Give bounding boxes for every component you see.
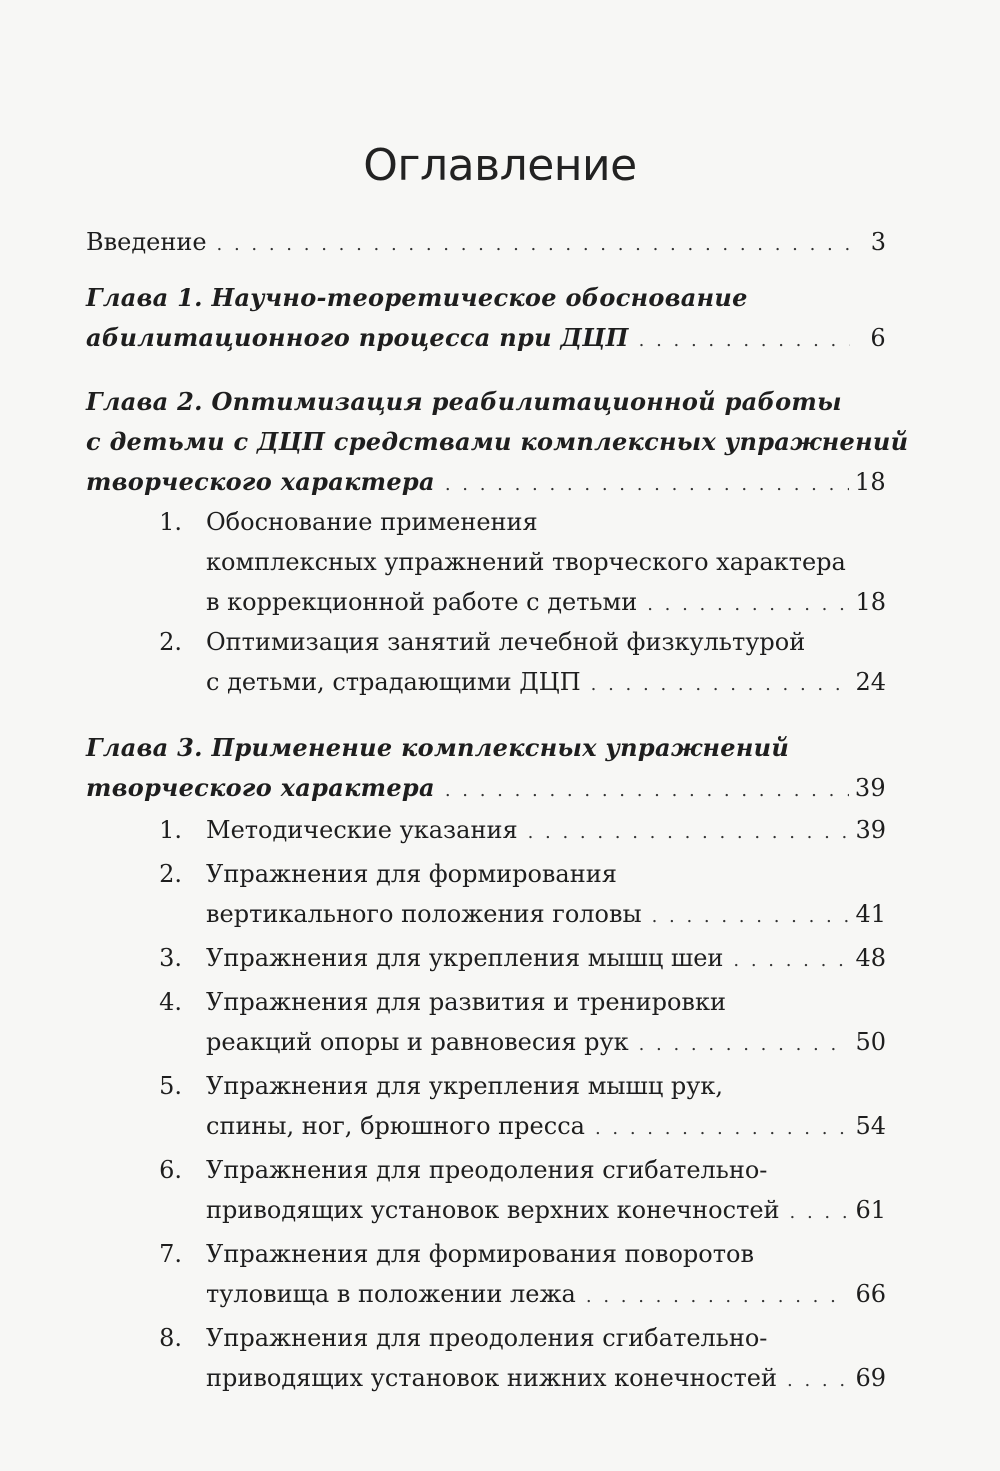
section-title-line: приводящих установок верхних конечностей [206,1196,780,1224]
chapter-title-line: абилитационного процесса при ДЦП [86,323,629,352]
leader-dots [528,810,850,853]
section-number: 2. [159,628,182,656]
section-number: 2. [159,860,182,888]
section-title-line: туловища в положении лежа [206,1280,576,1308]
page-number: 39 [855,816,886,844]
page-number: 18 [854,468,886,496]
leader-dots [445,462,849,505]
page-number: 69 [855,1364,886,1392]
page-title: Оглавление [363,140,637,191]
section-title-line: комплексных упражнений творческого характера [206,548,846,576]
chapter-title-line: творческого характера [86,773,435,802]
leader-dots [790,1190,850,1233]
leader-dots [733,938,849,981]
toc-section-3-1[interactable] [86,810,886,850]
page-number: 6 [870,324,886,352]
chapter-title-line: с детьми с ДЦП средствами комплексных упражнений [86,427,909,456]
toc-section-2-1[interactable] [86,502,886,622]
page-number: 66 [855,1280,886,1308]
section-title-line: Упражнения для преодоления сгибательно- [206,1156,768,1184]
chapter-title-line: Глава 2. Оптимизация реабилитационной работы [86,387,842,416]
page-number: 48 [855,944,886,972]
section-number: 7. [159,1240,182,1268]
toc-section-2-2[interactable] [86,622,886,702]
chapter-title-line: Глава 1. Научно-теоретическое обоснование [86,283,748,312]
toc-section-3-7[interactable] [86,1234,886,1314]
section-title-line: Упражнения для формирования [206,860,617,888]
section-title-line: Упражнения для укрепления мышц рук, [206,1072,723,1100]
toc-section-3-2[interactable] [86,854,886,934]
table-of-contents [86,222,909,1398]
leader-dots [445,768,849,811]
leader-dots [595,1106,850,1149]
section-title-line: Упражнения для преодоления сгибательно- [206,1324,768,1352]
leader-dots [647,582,849,625]
section-title-line: Оптимизация занятий лечебной физкультурой [206,628,806,656]
leader-dots [639,1022,850,1065]
section-title-line: Методические указания [206,816,518,844]
leader-dots [591,662,850,705]
page-number: 41 [855,900,886,928]
toc-chapter-2[interactable] [86,382,909,502]
chapter-title-line: творческого характера [86,467,435,496]
leader-dots [586,1274,850,1317]
section-number: 4. [159,988,182,1016]
section-number: 8. [159,1324,182,1352]
toc-chapter-1[interactable] [86,278,886,358]
page-number: 61 [855,1196,886,1224]
leader-dots [639,318,850,361]
section-number: 5. [159,1072,182,1100]
toc-chapter-3[interactable] [86,728,886,808]
section-title-line: Обоснование применения [206,508,538,536]
toc-section-3-5[interactable] [86,1066,886,1146]
page-number: 24 [855,668,886,696]
section-title-line: Упражнения для укрепления мышц шеи [206,944,724,972]
leader-dots [217,222,850,265]
toc-section-3-6[interactable] [86,1150,886,1230]
section-title-line: приводящих установок нижних конечностей [206,1364,777,1392]
section-number: 1. [159,508,182,536]
section-title-line: с детьми, страдающими ДЦП [206,668,581,696]
section-number: 6. [159,1156,182,1184]
page-number: 54 [855,1112,886,1140]
page-number: 50 [855,1028,886,1056]
page-number: 39 [854,774,886,802]
page-number: 3 [870,228,886,256]
leader-dots [787,1358,849,1401]
toc-section-3-3[interactable] [86,938,886,978]
leader-dots [652,894,850,937]
toc-section-3-4[interactable] [86,982,886,1062]
section-number: 3. [159,944,182,972]
chapter-title-line: Глава 3. Применение комплексных упражнений [86,733,790,762]
section-title-line: вертикального положения головы [206,900,642,928]
section-title-line: спины, ног, брюшного пресса [206,1112,585,1140]
section-number: 1. [159,816,182,844]
section-title-line: Упражнения для развития и тренировки [206,988,726,1016]
section-title-line: Упражнения для формирования поворотов [206,1240,754,1268]
section-title-line: реакций опоры и равновесия рук [206,1028,629,1056]
section-title-line: в коррекционной работе с детьми [206,588,638,616]
page-number: 18 [855,588,886,616]
toc-section-3-8[interactable] [86,1318,886,1398]
toc-entry-intro[interactable] [86,222,886,262]
entry-label: Введение [86,228,207,256]
